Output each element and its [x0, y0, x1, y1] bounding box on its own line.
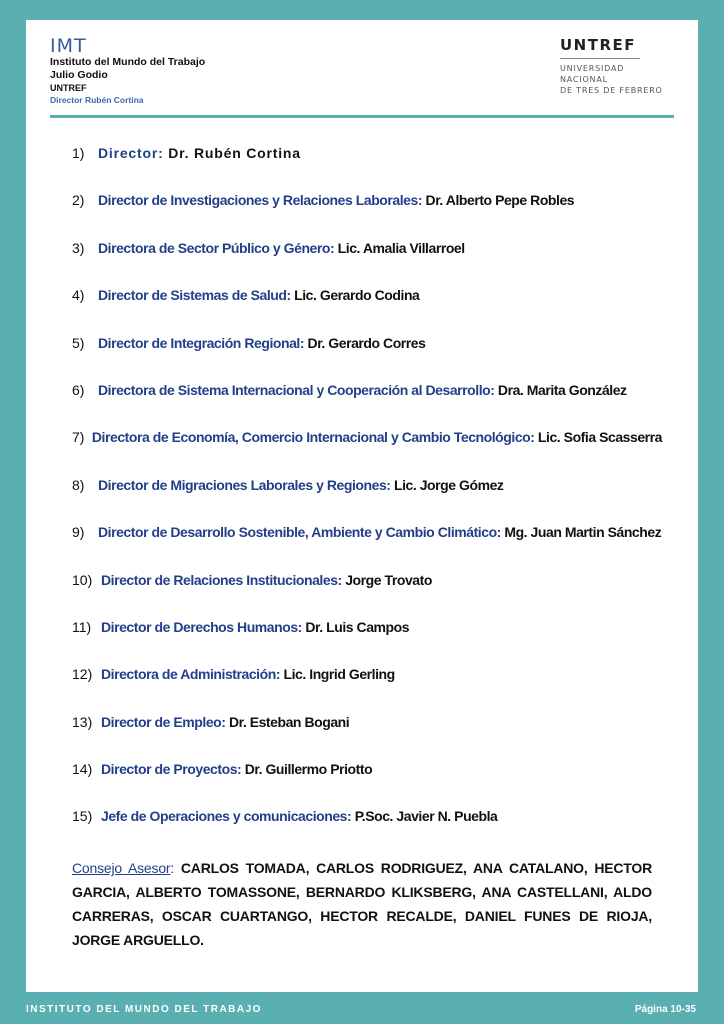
staff-item: [72, 382, 662, 429]
footer-institute: INSTITUTO DEL MUNDO DEL TRABAJO: [26, 1004, 262, 1015]
staff-name: Mg. Juan Martin Sánchez: [504, 524, 662, 541]
staff-number: 10): [72, 571, 93, 588]
staff-number: 6): [72, 381, 85, 398]
staff-item: [72, 714, 662, 761]
staff-role: Jefe de Operaciones y comunicaciones:: [101, 808, 352, 825]
consejo-members: CARLOS TOMADA, CARLOS RODRIGUEZ, ANA CATALANO, HECTOR GARCIA, ALBERTO TOMASSONE, BERNARDO KLIKSBERG, ANA CASTELLANI, ALDO CARRERAS, OSCAR CUARTANGO, HECTOR RECALDE, DANIEL FUNES DE RIOJA, JORGE ARGUELLO.: [72, 860, 652, 948]
staff-role: Directora de Administración:: [101, 666, 281, 683]
imt-logo-sub: Julio Godio: [50, 69, 108, 81]
staff-number: 13): [72, 713, 93, 730]
staff-item: [72, 240, 662, 287]
document-page: [26, 20, 698, 992]
staff-name: Lic. Ingrid Gerling: [283, 666, 395, 683]
staff-number: 1): [72, 145, 85, 161]
consejo-label: Consejo Asesor: [72, 860, 171, 876]
staff-role: Director de Migraciones Laborales y Regiones:: [98, 476, 391, 493]
staff-name: Dr. Rubén Cortina: [168, 145, 301, 161]
untref-logo-title: UNTREF: [560, 36, 640, 59]
page-header: [26, 20, 698, 120]
staff-list: [72, 145, 662, 856]
staff-item: [72, 619, 662, 666]
staff-number: 14): [72, 761, 93, 778]
imt-logo-director: Director Rubén Cortina: [50, 95, 144, 105]
staff-item: [72, 145, 662, 192]
staff-number: 11): [72, 618, 92, 635]
staff-role: Director de Sistemas de Salud:: [98, 287, 291, 304]
staff-name: Lic. Amalia Villarroel: [337, 239, 465, 256]
staff-role: Director de Desarrollo Sostenible, Ambiente y Cambio Climático:: [98, 524, 501, 541]
imt-logo-untref: UNTREF: [50, 83, 87, 93]
staff-name: Jorge Trovato: [345, 571, 432, 588]
staff-role: Director:: [98, 145, 164, 161]
staff-name: Dr. Gerardo Corres: [307, 334, 426, 351]
staff-role: Director de Derechos Humanos:: [101, 618, 302, 635]
imt-logo: [50, 36, 205, 107]
staff-role: Director de Relaciones Institucionales:: [101, 571, 342, 588]
staff-name: P.Soc. Javier N. Puebla: [354, 808, 498, 825]
staff-item: [72, 761, 662, 808]
imt-logo-name: Instituto del Mundo del Trabajo: [50, 56, 206, 68]
staff-number: 5): [72, 334, 85, 351]
staff-name: Dr. Luis Campos: [305, 618, 410, 635]
staff-role: Directora de Sector Público y Género:: [98, 239, 335, 256]
staff-item: [72, 572, 662, 619]
staff-item: [72, 287, 662, 334]
consejo-colon: :: [170, 860, 175, 876]
staff-number: 8): [72, 476, 85, 493]
staff-role: Directora de Sistema Internacional y Cooperación al Desarrollo:: [98, 381, 495, 398]
staff-role: Director de Investigaciones y Relaciones Laborales:: [98, 192, 423, 209]
footer-page-number: Página 10-35: [634, 1004, 696, 1015]
header-divider: [50, 115, 674, 118]
staff-name: Lic. Sofia Scasserra: [537, 429, 662, 446]
staff-name: Dr. Alberto Pepe Robles: [425, 192, 575, 209]
staff-name: Lic. Jorge Gómez: [393, 476, 504, 493]
untref-logo-line2: DE TRES DE FEBRERO: [560, 86, 663, 95]
staff-name: Dr. Guillermo Priotto: [244, 761, 373, 778]
consejo-asesor: [72, 856, 652, 952]
staff-item: [72, 429, 662, 476]
staff-item: [72, 808, 662, 855]
staff-role: Director de Proyectos:: [101, 761, 242, 778]
staff-number: 12): [72, 666, 93, 683]
staff-item: [72, 335, 662, 382]
staff-number: 3): [72, 239, 85, 256]
staff-name: Dr. Esteban Bogani: [228, 713, 350, 730]
staff-role: Director de Integración Regional:: [98, 334, 305, 351]
staff-item: [72, 666, 662, 713]
staff-item: [72, 524, 662, 571]
staff-name: Lic. Gerardo Codina: [294, 287, 420, 304]
imt-logo-mark: IMT: [50, 35, 87, 57]
untref-logo: [560, 36, 672, 96]
staff-item: [72, 477, 662, 524]
staff-number: 15): [72, 808, 93, 825]
staff-number: 2): [72, 192, 85, 209]
staff-role: Directora de Economía, Comercio Internacional y Cambio Tecnológico:: [91, 429, 535, 446]
staff-name: Dra. Marita González: [497, 381, 627, 398]
staff-number: 7): [72, 429, 85, 446]
untref-logo-line1: UNIVERSIDAD NACIONAL: [560, 64, 625, 84]
staff-number: 9): [72, 524, 85, 541]
staff-item: [72, 192, 662, 239]
staff-role: Director de Empleo:: [101, 713, 226, 730]
staff-number: 4): [72, 287, 85, 304]
